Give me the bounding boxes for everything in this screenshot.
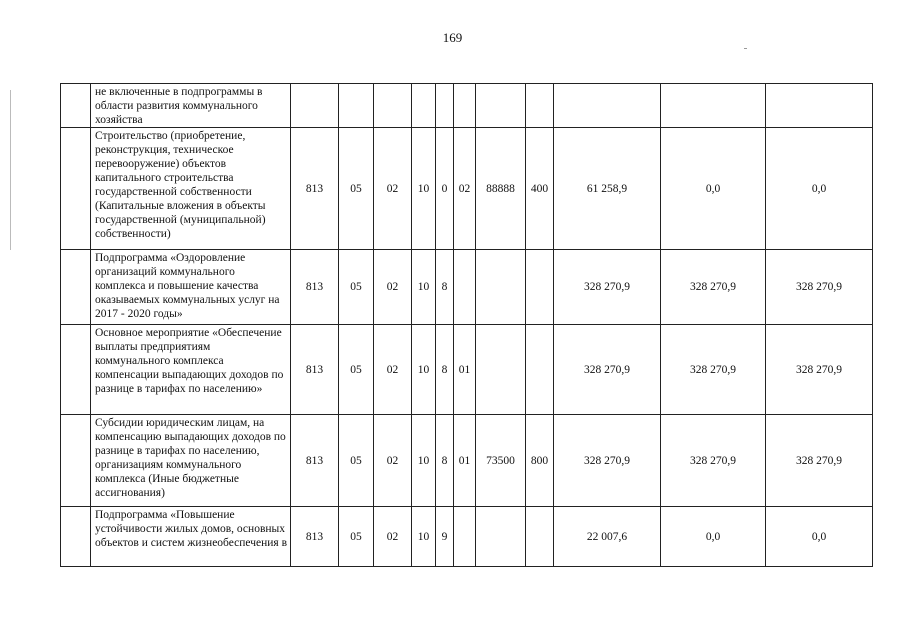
code-cell-ministry: 813 <box>291 250 339 325</box>
code-cell-program: 10 <box>412 415 436 507</box>
amount-cell-sum-2018: 328 270,9 <box>554 415 661 507</box>
page-number: 169 <box>442 30 463 45</box>
row-number-cell <box>61 128 91 250</box>
code-cell-expense-type <box>526 84 554 128</box>
budget-table <box>60 83 873 567</box>
code-cell-subsection: 02 <box>374 507 412 567</box>
code-cell-subprogram: 9 <box>436 507 454 567</box>
table-row <box>61 507 873 567</box>
code-cell-subsection: 02 <box>374 415 412 507</box>
code-cell-subprogram <box>436 84 454 128</box>
row-number-cell <box>61 415 91 507</box>
code-cell-direction <box>476 250 526 325</box>
code-cell-subprogram: 8 <box>436 415 454 507</box>
code-cell-subsection: 02 <box>374 325 412 415</box>
amount-cell-sum-2019: 328 270,9 <box>661 415 766 507</box>
amount-cell-sum-2020 <box>766 84 873 128</box>
row-number-cell <box>61 325 91 415</box>
row-number-cell <box>61 250 91 325</box>
code-cell-expense-type: 800 <box>526 415 554 507</box>
amount-cell-sum-2019 <box>661 84 766 128</box>
code-cell-direction <box>476 325 526 415</box>
row-name-cell: Подпрограмма «Оздоровление организаций коммунального комплекса и повышение качества оказываемых коммунальных услуг на 2017 - 2020 годы» <box>91 250 291 325</box>
code-cell-ministry: 813 <box>291 325 339 415</box>
code-cell-section: 05 <box>339 415 374 507</box>
amount-cell-sum-2018: 61 258,9 <box>554 128 661 250</box>
row-number-cell <box>61 507 91 567</box>
amount-cell-sum-2018: 22 007,6 <box>554 507 661 567</box>
code-cell-event <box>454 84 476 128</box>
amount-cell-sum-2018: 328 270,9 <box>554 250 661 325</box>
amount-cell-sum-2018: 328 270,9 <box>554 325 661 415</box>
amount-cell-sum-2020: 328 270,9 <box>766 415 873 507</box>
code-cell-expense-type <box>526 507 554 567</box>
code-cell-expense-type <box>526 250 554 325</box>
code-cell-event: 01 <box>454 415 476 507</box>
code-cell-event <box>454 507 476 567</box>
amount-cell-sum-2019: 328 270,9 <box>661 250 766 325</box>
amount-cell-sum-2020: 0,0 <box>766 128 873 250</box>
code-cell-subsection: 02 <box>374 128 412 250</box>
code-cell-ministry: 813 <box>291 507 339 567</box>
amount-cell-sum-2020: 0,0 <box>766 507 873 567</box>
code-cell-expense-type: 400 <box>526 128 554 250</box>
code-cell-ministry: 813 <box>291 415 339 507</box>
table-row <box>61 128 873 250</box>
code-cell-subsection: 02 <box>374 250 412 325</box>
code-cell-event: 02 <box>454 128 476 250</box>
code-cell-expense-type <box>526 325 554 415</box>
amount-cell-sum-2019: 0,0 <box>661 507 766 567</box>
code-cell-section: 05 <box>339 325 374 415</box>
row-name-cell: Подпрограмма «Повышение устойчивости жилых домов, основных объектов и систем жизнеобеспечения в <box>91 507 291 567</box>
code-cell-program: 10 <box>412 250 436 325</box>
table-body <box>61 84 873 567</box>
code-cell-ministry <box>291 84 339 128</box>
row-name-cell: Строительство (приобретение, реконструкция, техническое перевооружение) объектов капитального строительства государственной собственности (Капитальные вложения в объекты государственной (муниципальной) собственности) <box>91 128 291 250</box>
scan-dot <box>744 48 747 49</box>
code-cell-ministry: 813 <box>291 128 339 250</box>
row-name-cell: Субсидии юридическим лицам, на компенсацию выпадающих доходов по разнице в тарифах по населению, организациям коммунального комплекса (Иные бюджетные ассигнования) <box>91 415 291 507</box>
row-number-cell <box>61 84 91 128</box>
code-cell-program: 10 <box>412 507 436 567</box>
amount-cell-sum-2020: 328 270,9 <box>766 325 873 415</box>
code-cell-section: 05 <box>339 250 374 325</box>
table-row <box>61 415 873 507</box>
code-cell-section <box>339 84 374 128</box>
table-row <box>61 325 873 415</box>
code-cell-event: 01 <box>454 325 476 415</box>
code-cell-subprogram: 0 <box>436 128 454 250</box>
amount-cell-sum-2018 <box>554 84 661 128</box>
row-name-cell: Основное мероприятие «Обеспечение выплаты предприятиям коммунального комплекса компенсации выпадающих доходов по разнице в тарифах по населению» <box>91 325 291 415</box>
code-cell-direction: 88888 <box>476 128 526 250</box>
code-cell-subprogram: 8 <box>436 250 454 325</box>
amount-cell-sum-2019: 0,0 <box>661 128 766 250</box>
code-cell-direction: 73500 <box>476 415 526 507</box>
amount-cell-sum-2019: 328 270,9 <box>661 325 766 415</box>
code-cell-section: 05 <box>339 128 374 250</box>
code-cell-program: 10 <box>412 325 436 415</box>
code-cell-subsection <box>374 84 412 128</box>
code-cell-section: 05 <box>339 507 374 567</box>
code-cell-program <box>412 84 436 128</box>
amount-cell-sum-2020: 328 270,9 <box>766 250 873 325</box>
code-cell-program: 10 <box>412 128 436 250</box>
scan-edge-mark <box>10 90 11 250</box>
table-row <box>61 250 873 325</box>
code-cell-direction <box>476 507 526 567</box>
code-cell-subprogram: 8 <box>436 325 454 415</box>
row-name-cell: не включенные в подпрограммы в области развития коммунального хозяйства <box>91 84 291 128</box>
code-cell-event <box>454 250 476 325</box>
code-cell-direction <box>476 84 526 128</box>
table-row <box>61 84 873 128</box>
